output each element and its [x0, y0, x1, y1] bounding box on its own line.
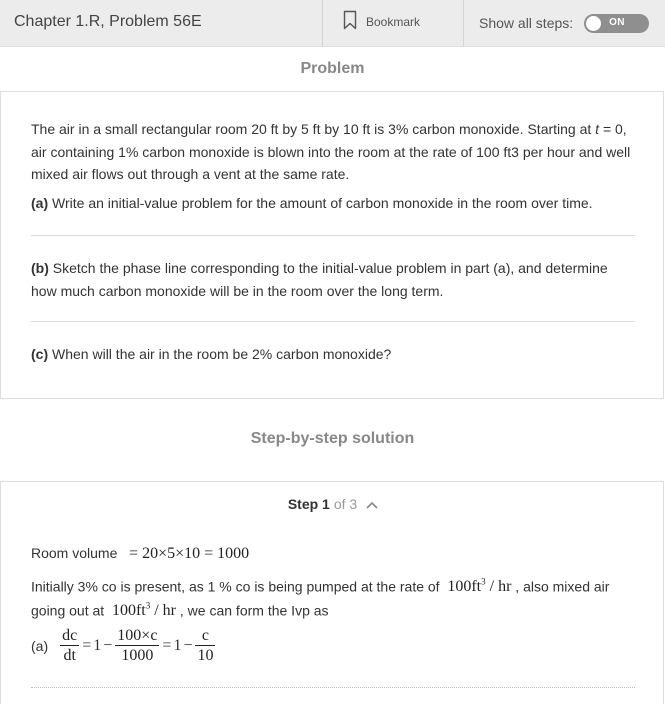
equation-label: (a)	[31, 637, 49, 654]
divider	[322, 0, 323, 46]
initial-condition-line: Initially 3% co is present, as 1 % co is being pumped at the rate of $100ft^3$ / hr , also mixed air	[31, 577, 610, 596]
show-all-steps	[479, 12, 649, 34]
bookmark-button[interactable]	[343, 10, 420, 34]
part-b: (b) Sketch the phase line corresponding to the initial-value problem in part (a), and determine how much carbon monoxide will be in the room over the long term.	[31, 260, 608, 299]
chapter-problem-title: Chapter 1.R, Problem 56E	[14, 13, 202, 30]
part-c: (c) When will the air in the room be 2% carbon monoxide?	[31, 346, 392, 362]
top-bar	[0, 0, 665, 47]
divider	[463, 0, 464, 46]
solution-box	[0, 481, 664, 704]
room-volume-line: Room volume = 20×5×10 = 1000	[31, 545, 250, 562]
step-header	[1, 496, 665, 512]
ivp-equation: (a) $\frac{dc}{dt}$ = 1 − $\frac{100\times c}{1000}$ = 1 − $\frac{c}{10}$	[31, 627, 214, 664]
toggle-state: ON	[609, 16, 625, 28]
divider	[31, 321, 635, 322]
part-a: (a) Write an initial-value problem for the amount of carbon monoxide in the room over time.	[31, 195, 593, 211]
bookmark-icon	[343, 10, 357, 35]
problem-intro: The air in a small rectangular room 20 ft by 5 ft by 10 ft is 3% carbon monoxide. Starting at t = 0, air containing 1% carbon monoxide is blown into the room at the rate of 100 ft3 per hour and well mixed air flows out through a vent at the same rate.	[31, 121, 631, 182]
toggle-knob	[586, 16, 601, 31]
step-count: of 3	[333, 496, 358, 512]
step-label: Step 1	[287, 496, 330, 512]
fraction-dc-dt: $\frac{dc}{dt}$	[62, 627, 78, 664]
show-all-steps-toggle[interactable]	[584, 14, 649, 33]
problem-heading: Problem	[300, 60, 365, 77]
divider	[31, 235, 635, 236]
fraction-c-10: $\frac{c}{10}$	[197, 627, 214, 664]
show-all-steps-label: Show all steps:	[479, 15, 574, 31]
chevron-up-icon[interactable]	[366, 496, 378, 512]
fraction-100c-1000: $\frac{100\times c}{1000}$	[117, 627, 158, 664]
outflow-line: going out at $100ft^3$ / hr , we can form the Ivp as	[31, 601, 329, 620]
problem-box	[0, 91, 664, 399]
bookmark-label: Bookmark	[366, 15, 421, 29]
dotted-divider	[31, 687, 635, 688]
solution-heading: Step-by-step solution	[250, 430, 415, 447]
